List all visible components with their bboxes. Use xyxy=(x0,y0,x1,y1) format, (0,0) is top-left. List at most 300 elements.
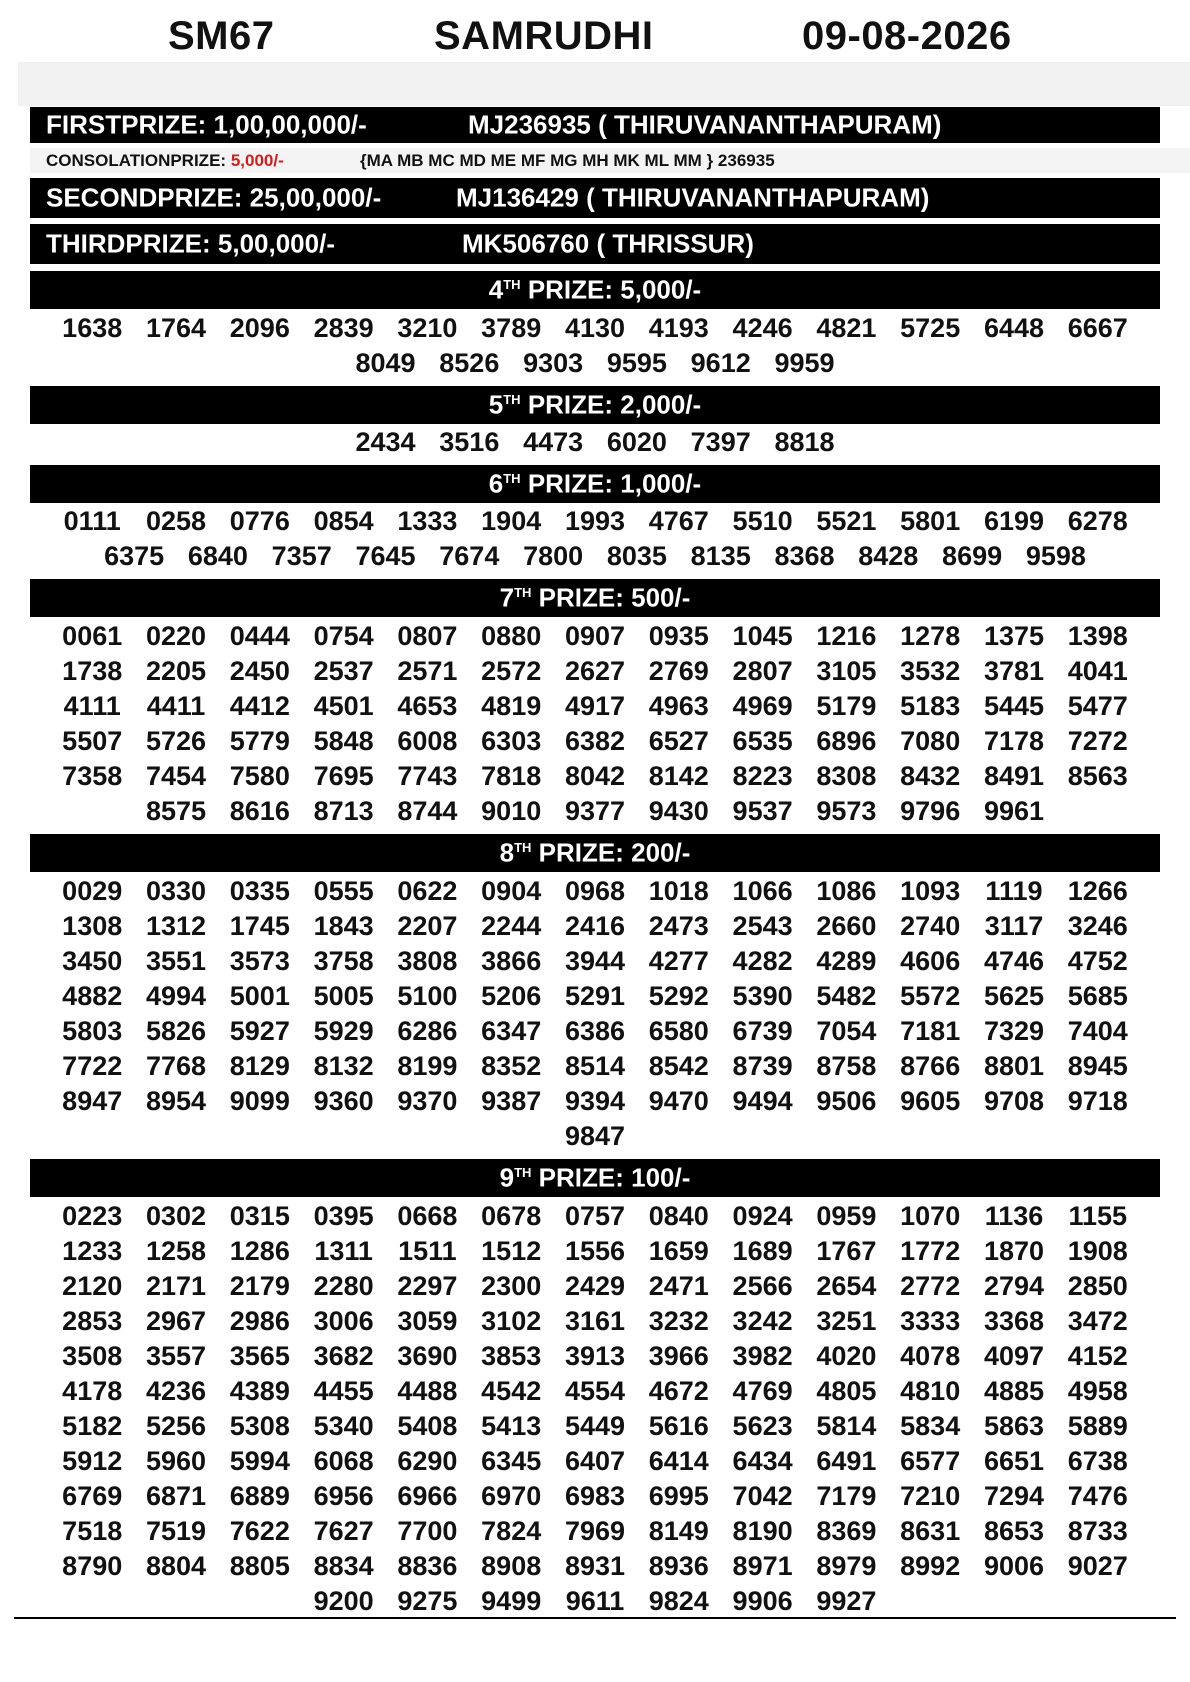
winning-number: 9595 xyxy=(606,348,667,378)
winning-number: 7178 xyxy=(983,726,1045,756)
winning-number: 3758 xyxy=(313,946,374,976)
number-row xyxy=(30,1084,1160,1119)
winning-number: 6199 xyxy=(983,506,1045,536)
winning-number: 1233 xyxy=(62,1236,123,1266)
number-row xyxy=(30,1014,1160,1049)
winning-number: 1375 xyxy=(983,621,1045,651)
number-row xyxy=(30,1199,1160,1234)
winning-number: 9470 xyxy=(648,1086,709,1116)
winning-number: 4455 xyxy=(313,1376,374,1406)
winning-number: 5814 xyxy=(816,1411,877,1441)
prize-8-header xyxy=(30,834,1160,872)
winning-number: 3117 xyxy=(984,911,1044,941)
winning-number: 1258 xyxy=(145,1236,207,1266)
number-row xyxy=(30,654,1160,689)
winning-number: 6966 xyxy=(397,1481,458,1511)
first-prize-ticket: MJ236935 ( THIRUVANANTHAPURAM) xyxy=(468,109,942,140)
number-row xyxy=(30,979,1160,1014)
winning-number: 8223 xyxy=(732,761,793,791)
winning-number: 1870 xyxy=(983,1236,1045,1266)
winning-number: 3532 xyxy=(900,656,961,686)
winning-number: 3913 xyxy=(564,1341,626,1371)
winning-number: 9360 xyxy=(313,1086,374,1116)
winning-number: 8526 xyxy=(439,348,500,378)
winning-number: 1286 xyxy=(229,1236,290,1266)
number-row xyxy=(30,1269,1160,1304)
winning-number: 5929 xyxy=(313,1016,374,1046)
winning-number: 0330 xyxy=(145,876,207,906)
winning-number: 8199 xyxy=(397,1051,458,1081)
number-row xyxy=(30,759,1160,794)
winning-number: 8739 xyxy=(732,1051,793,1081)
winning-number: 2572 xyxy=(481,656,542,686)
draw-code: SM67 xyxy=(168,14,275,58)
winning-number: 5912 xyxy=(62,1446,123,1476)
second-prize-bar xyxy=(30,178,1160,218)
winning-number: 2740 xyxy=(900,911,961,941)
winning-number: 8804 xyxy=(145,1551,207,1581)
prize-9-header xyxy=(30,1159,1160,1197)
winning-number: 9499 xyxy=(481,1586,542,1616)
winning-number: 9605 xyxy=(900,1086,961,1116)
winning-number: 7627 xyxy=(313,1516,374,1546)
winning-number: 3944 xyxy=(564,946,626,976)
winning-number: 3853 xyxy=(481,1341,542,1371)
winning-number: 4488 xyxy=(397,1376,458,1406)
winning-number: 7969 xyxy=(564,1516,626,1546)
winning-number: 9927 xyxy=(816,1586,877,1616)
winning-number: 9387 xyxy=(481,1086,542,1116)
winning-number: 4193 xyxy=(648,313,709,343)
number-row xyxy=(30,504,1160,539)
winning-number: 2566 xyxy=(732,1271,793,1301)
winning-number: 3557 xyxy=(145,1341,207,1371)
winning-number: 8805 xyxy=(229,1551,290,1581)
winning-number: 5623 xyxy=(732,1411,793,1441)
winning-number: 5445 xyxy=(983,691,1045,721)
winning-number: 9010 xyxy=(481,796,542,826)
winning-number: 0880 xyxy=(481,621,542,651)
winning-number: 5994 xyxy=(229,1446,290,1476)
winning-number: 8908 xyxy=(481,1551,542,1581)
prize-7-title: 7TH PRIZE: 500/- xyxy=(499,582,691,613)
winning-number: 0622 xyxy=(397,876,458,906)
winning-number: 5685 xyxy=(1067,981,1128,1011)
winning-number: 3966 xyxy=(648,1341,709,1371)
winning-number: 8979 xyxy=(816,1551,877,1581)
prize-8-title: 8TH PRIZE: 200/- xyxy=(499,837,691,868)
winning-number: 5408 xyxy=(397,1411,458,1441)
winning-number: 0924 xyxy=(732,1201,793,1231)
winning-number: 2772 xyxy=(900,1271,961,1301)
winning-number: 4969 xyxy=(732,691,793,721)
footer-rule xyxy=(14,1617,1176,1619)
prize-4-numbers xyxy=(30,311,1160,381)
header-divider-band xyxy=(18,62,1190,106)
winning-number: 1843 xyxy=(313,911,374,941)
winning-number: 4767 xyxy=(648,506,709,536)
winning-number: 4501 xyxy=(313,691,374,721)
winning-number: 5863 xyxy=(983,1411,1045,1441)
winning-number: 0555 xyxy=(313,876,374,906)
third-prize-label: THIRDPRIZE: 5,00,000/- xyxy=(46,228,335,259)
winning-number: 3251 xyxy=(816,1306,877,1336)
winning-number: 1689 xyxy=(732,1236,793,1266)
winning-number: 1512 xyxy=(481,1236,542,1266)
winning-number: 3472 xyxy=(1067,1306,1128,1336)
winning-number: 5449 xyxy=(564,1411,626,1441)
prize-9-title: 9TH PRIZE: 100/- xyxy=(499,1162,691,1193)
winning-number: 7080 xyxy=(900,726,961,756)
winning-number: 2794 xyxy=(983,1271,1045,1301)
winning-number: 2839 xyxy=(313,313,374,343)
winning-number: 9847 xyxy=(564,1121,626,1151)
winning-number: 3246 xyxy=(1067,911,1128,941)
winning-number: 0907 xyxy=(564,621,626,651)
winning-number: 3059 xyxy=(397,1306,458,1336)
winning-number: 4653 xyxy=(397,691,458,721)
winning-number: 3368 xyxy=(983,1306,1045,1336)
winning-number: 4882 xyxy=(62,981,123,1011)
winning-number: 7518 xyxy=(62,1516,123,1546)
number-row xyxy=(30,1514,1160,1549)
winning-number: 8758 xyxy=(816,1051,877,1081)
winning-number: 9275 xyxy=(397,1586,458,1616)
consolation-prize-row xyxy=(30,148,1190,173)
winning-number: 7272 xyxy=(1067,726,1128,756)
winning-number: 9573 xyxy=(816,796,877,826)
winning-number: 8491 xyxy=(983,761,1045,791)
winning-number: 8042 xyxy=(564,761,626,791)
winning-number: 7645 xyxy=(355,541,416,571)
winning-number: 4041 xyxy=(1067,656,1128,686)
winning-number: 1398 xyxy=(1067,621,1128,651)
winning-number: 2280 xyxy=(313,1271,374,1301)
winning-number: 5482 xyxy=(816,981,877,1011)
winning-number: 1278 xyxy=(900,621,961,651)
second-prize-label: SECONDPRIZE: 25,00,000/- xyxy=(46,182,382,213)
winning-number: 0335 xyxy=(229,876,290,906)
winning-number: 3565 xyxy=(229,1341,290,1371)
winning-number: 5803 xyxy=(62,1016,123,1046)
prize-7-numbers xyxy=(30,619,1160,829)
winning-number: 8947 xyxy=(62,1086,123,1116)
winning-number: 5927 xyxy=(229,1016,290,1046)
winning-number: 3232 xyxy=(648,1306,709,1336)
winning-number: 9708 xyxy=(983,1086,1045,1116)
winning-number: 8931 xyxy=(564,1551,626,1581)
winning-number: 1556 xyxy=(564,1236,626,1266)
number-row xyxy=(30,794,1160,829)
winning-number: 9824 xyxy=(648,1586,709,1616)
winning-number: 3682 xyxy=(313,1341,374,1371)
winning-number: 2769 xyxy=(648,656,709,686)
winning-number: 2473 xyxy=(648,911,709,941)
number-row xyxy=(30,1119,1160,1154)
winning-number: 8945 xyxy=(1067,1051,1128,1081)
winning-number: 1216 xyxy=(816,621,877,651)
winning-number: 4078 xyxy=(900,1341,961,1371)
winning-number: 9906 xyxy=(732,1586,793,1616)
winning-number: 4289 xyxy=(816,946,877,976)
winning-number: 4963 xyxy=(648,691,709,721)
prize-5-numbers xyxy=(30,425,1160,460)
winning-number: 6386 xyxy=(564,1016,626,1046)
prize-9-numbers xyxy=(30,1199,1160,1619)
winning-number: 6871 xyxy=(145,1481,207,1511)
winning-number: 9718 xyxy=(1067,1086,1128,1116)
winning-number: 4769 xyxy=(732,1376,793,1406)
winning-number: 4821 xyxy=(816,313,877,343)
winning-number: 6434 xyxy=(732,1446,793,1476)
winning-number: 7181 xyxy=(900,1016,961,1046)
prize-6-title: 6TH PRIZE: 1,000/- xyxy=(488,468,702,499)
winning-number: 7404 xyxy=(1067,1016,1128,1046)
winning-number: 5291 xyxy=(564,981,626,1011)
winning-number: 1764 xyxy=(145,313,207,343)
winning-number: 8514 xyxy=(564,1051,626,1081)
prize-5-title: 5TH PRIZE: 2,000/- xyxy=(488,389,702,420)
winning-number: 1511 xyxy=(398,1236,457,1266)
winning-number: 8954 xyxy=(145,1086,207,1116)
winning-number: 1312 xyxy=(145,911,207,941)
winning-number: 7743 xyxy=(397,761,458,791)
winning-number: 4746 xyxy=(983,946,1045,976)
winning-number: 4752 xyxy=(1067,946,1128,976)
winning-number: 1155 xyxy=(1068,1201,1128,1231)
winning-number: 3573 xyxy=(229,946,290,976)
winning-number: 4810 xyxy=(900,1376,961,1406)
winning-number: 6840 xyxy=(187,541,248,571)
winning-number: 6580 xyxy=(648,1016,709,1046)
winning-number: 9611 xyxy=(565,1586,625,1616)
winning-number: 9961 xyxy=(983,796,1045,826)
winning-number: 2297 xyxy=(397,1271,458,1301)
winning-number: 0220 xyxy=(145,621,207,651)
number-row xyxy=(30,311,1160,346)
winning-number: 3333 xyxy=(900,1306,961,1336)
winning-number: 0315 xyxy=(229,1201,290,1231)
winning-number: 5521 xyxy=(816,506,877,536)
winning-number: 9394 xyxy=(564,1086,626,1116)
winning-number: 4246 xyxy=(732,313,793,343)
winning-number: 7800 xyxy=(523,541,584,571)
winning-number: 4473 xyxy=(523,427,584,457)
winning-number: 6995 xyxy=(648,1481,709,1511)
winning-number: 8653 xyxy=(983,1516,1045,1546)
winning-number: 2429 xyxy=(564,1271,626,1301)
winning-number: 8308 xyxy=(816,761,877,791)
winning-number: 9612 xyxy=(690,348,751,378)
winning-number: 4282 xyxy=(732,946,793,976)
winning-number: 7476 xyxy=(1067,1481,1128,1511)
winning-number: 1908 xyxy=(1067,1236,1128,1266)
winning-number: 7700 xyxy=(397,1516,458,1546)
winning-number: 9506 xyxy=(816,1086,877,1116)
winning-number: 3789 xyxy=(481,313,542,343)
winning-number: 6983 xyxy=(564,1481,626,1511)
winning-number: 8818 xyxy=(774,427,835,457)
winning-number: 0776 xyxy=(229,506,290,536)
winning-number: 8190 xyxy=(732,1516,793,1546)
winning-number: 0968 xyxy=(564,876,626,906)
winning-number: 8834 xyxy=(313,1551,374,1581)
winning-number: 5183 xyxy=(900,691,961,721)
winning-number: 4178 xyxy=(62,1376,123,1406)
prize-4-title: 4TH PRIZE: 5,000/- xyxy=(488,274,702,305)
winning-number: 8801 xyxy=(983,1051,1045,1081)
winning-number: 2416 xyxy=(564,911,626,941)
winning-number: 5206 xyxy=(481,981,542,1011)
winning-number: 8575 xyxy=(145,796,207,826)
winning-number: 5848 xyxy=(313,726,374,756)
winning-number: 8971 xyxy=(732,1551,793,1581)
number-row xyxy=(30,874,1160,909)
winning-number: 1333 xyxy=(397,506,458,536)
winning-number: 8790 xyxy=(62,1551,123,1581)
winning-number: 7397 xyxy=(690,427,751,457)
winning-number: 3781 xyxy=(983,656,1045,686)
winning-number: 8542 xyxy=(648,1051,709,1081)
winning-number: 0754 xyxy=(313,621,374,651)
winning-number: 4917 xyxy=(564,691,626,721)
winning-number: 5616 xyxy=(648,1411,709,1441)
winning-number: 0854 xyxy=(313,506,374,536)
winning-number: 1066 xyxy=(732,876,793,906)
winning-number: 2300 xyxy=(481,1271,542,1301)
winning-number: 5001 xyxy=(229,981,290,1011)
winning-number: 5477 xyxy=(1067,691,1128,721)
first-prize-label: FIRSTPRIZE: 1,00,00,000/- xyxy=(46,109,367,140)
winning-number: 7054 xyxy=(816,1016,877,1046)
winning-number: 8563 xyxy=(1067,761,1128,791)
winning-number: 2207 xyxy=(397,911,458,941)
winning-number: 8992 xyxy=(900,1551,961,1581)
winning-number: 0395 xyxy=(313,1201,374,1231)
winning-number: 8035 xyxy=(606,541,667,571)
number-row xyxy=(30,944,1160,979)
winning-number: 4097 xyxy=(983,1341,1045,1371)
winning-number: 2434 xyxy=(355,427,416,457)
winning-number: 7580 xyxy=(229,761,290,791)
winning-number: 8713 xyxy=(313,796,374,826)
winning-number: 8135 xyxy=(690,541,751,571)
prize-4-header xyxy=(30,271,1160,309)
winning-number: 2654 xyxy=(816,1271,877,1301)
winning-number: 7042 xyxy=(732,1481,793,1511)
winning-number: 1308 xyxy=(62,911,123,941)
winning-number: 2627 xyxy=(564,656,626,686)
winning-number: 8766 xyxy=(900,1051,961,1081)
winning-number: 2537 xyxy=(313,656,374,686)
winning-number: 7768 xyxy=(145,1051,207,1081)
winning-number: 4805 xyxy=(816,1376,877,1406)
winning-number: 3102 xyxy=(481,1306,542,1336)
winning-number: 8129 xyxy=(229,1051,290,1081)
winning-number: 0678 xyxy=(481,1201,542,1231)
number-row xyxy=(30,539,1160,574)
winning-number: 1745 xyxy=(229,911,290,941)
number-row xyxy=(30,1409,1160,1444)
winning-number: 6068 xyxy=(313,1446,374,1476)
winning-number: 5510 xyxy=(732,506,793,536)
winning-number: 5725 xyxy=(900,313,961,343)
prize-7-header xyxy=(30,579,1160,617)
winning-number: 3242 xyxy=(732,1306,793,1336)
winning-number: 6738 xyxy=(1067,1446,1128,1476)
winning-number: 6535 xyxy=(732,726,793,756)
winning-number: 4958 xyxy=(1067,1376,1128,1406)
winning-number: 9377 xyxy=(564,796,626,826)
prize-6-numbers xyxy=(30,504,1160,574)
number-row xyxy=(30,425,1160,460)
winning-number: 9598 xyxy=(1025,541,1086,571)
winning-number: 3105 xyxy=(816,656,877,686)
winning-number: 5801 xyxy=(900,506,961,536)
number-row xyxy=(30,619,1160,654)
winning-number: 2471 xyxy=(648,1271,709,1301)
number-row xyxy=(30,909,1160,944)
winning-number: 6956 xyxy=(313,1481,374,1511)
winning-number: 5340 xyxy=(313,1411,374,1441)
number-row xyxy=(30,1374,1160,1409)
winning-number: 2096 xyxy=(229,313,290,343)
winning-number: 7329 xyxy=(983,1016,1045,1046)
winning-number: 7818 xyxy=(481,761,542,791)
winning-number: 5960 xyxy=(145,1446,207,1476)
winning-number: 8049 xyxy=(355,348,416,378)
winning-number: 3161 xyxy=(564,1306,626,1336)
winning-number: 0935 xyxy=(648,621,709,651)
winning-number: 9959 xyxy=(774,348,835,378)
winning-number: 4389 xyxy=(229,1376,290,1406)
winning-number: 7454 xyxy=(145,761,207,791)
winning-number: 4020 xyxy=(816,1341,877,1371)
winning-number: 5834 xyxy=(900,1411,961,1441)
winning-number: 4994 xyxy=(145,981,207,1011)
winning-number: 4111 xyxy=(63,691,121,721)
winning-number: 8631 xyxy=(900,1516,961,1546)
winning-number: 3551 xyxy=(145,946,207,976)
winning-number: 6491 xyxy=(816,1446,877,1476)
winning-number: 5308 xyxy=(229,1411,290,1441)
winning-number: 8352 xyxy=(481,1051,542,1081)
winning-number: 0029 xyxy=(62,876,123,906)
winning-number: 6303 xyxy=(481,726,542,756)
number-row xyxy=(30,1049,1160,1084)
winning-number: 4130 xyxy=(564,313,626,343)
winning-number: 6970 xyxy=(481,1481,542,1511)
winning-number: 1738 xyxy=(62,656,123,686)
winning-number: 1638 xyxy=(62,313,123,343)
winning-number: 1093 xyxy=(900,876,961,906)
winning-number: 5779 xyxy=(229,726,290,756)
winning-number: 5572 xyxy=(900,981,961,1011)
winning-number: 6375 xyxy=(104,541,165,571)
winning-number: 1311 xyxy=(314,1236,373,1266)
winning-number: 2807 xyxy=(732,656,793,686)
winning-number: 4411 xyxy=(146,691,206,721)
winning-number: 0258 xyxy=(145,506,207,536)
lottery-name: SAMRUDHI xyxy=(434,14,654,58)
winning-number: 6896 xyxy=(816,726,877,756)
winning-number: 0959 xyxy=(816,1201,877,1231)
draw-date: 09-08-2026 xyxy=(802,14,1012,58)
winning-number: 3982 xyxy=(732,1341,793,1371)
winning-number: 4885 xyxy=(983,1376,1045,1406)
winning-number: 5100 xyxy=(397,981,458,1011)
winning-number: 2205 xyxy=(145,656,207,686)
